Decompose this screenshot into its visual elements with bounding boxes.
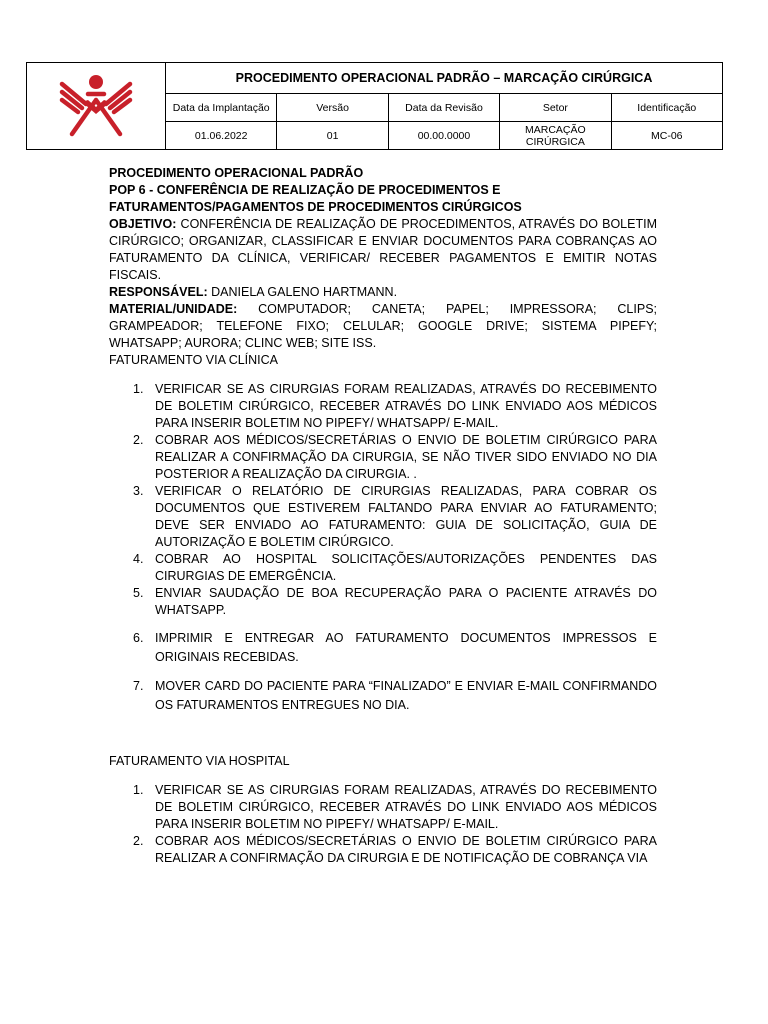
header-table: [26, 62, 723, 150]
section-heading: PROCEDIMENTO OPERACIONAL PADRÃO: [109, 166, 364, 180]
material-text: COMPUTADOR; CANETA; PAPEL; IMPRESSORA; CLIPS; GRAMPEADOR; TELEFONE FIXO; CELULAR; GOOGLE DRIVE; SISTEMA PIPEFY; WHATSAPP; AURORA; CLINC WEB; SITE ISS.: [109, 302, 657, 350]
objective-paragraph: [109, 216, 657, 284]
objective-label: OBJETIVO:: [109, 217, 177, 231]
label-sector: Setor: [500, 94, 611, 122]
material-paragraph: [109, 301, 657, 352]
logo-cell: [27, 63, 166, 150]
label-revision-date: Data da Revisão: [388, 94, 499, 122]
list-item: 7. MOVER CARD DO PACIENTE PARA “FINALIZADO” E ENVIAR E-MAIL CONFIRMANDO OS FATURAMENTOS ENTREGUES NO DIA.: [133, 679, 657, 712]
section-hospital-title: FATURAMENTO VIA HOSPITAL: [109, 754, 290, 768]
list-item: 5. ENVIAR SAUDAÇÃO DE BOA RECUPERAÇÃO PARA O PACIENTE ATRAVÉS DO WHATSAPP.: [133, 586, 657, 617]
list-item: 1. VERIFICAR SE AS CIRURGIAS FORAM REALIZADAS, ATRAVÉS DO RECEBIMENTO DE BOLETIM CIRÚRGICO, RECEBER ATRAVÉS DO LINK ENVIADO AOS MÉDICOS PARA INSERIR BOLETIM NO PIPEFY/ WHATSAPP/ E-MAIL.: [133, 382, 657, 430]
list-item: 1. VERIFICAR SE AS CIRURGIAS FORAM REALIZADAS, ATRAVÉS DO RECEBIMENTO DE BOLETIM CIRÚRGICO, RECEBER ATRAVÉS DO LINK ENVIADO AOS MÉDICOS PARA INSERIR BOLETIM NO PIPEFY/ WHATSAPP/ E-MAIL.: [133, 783, 657, 831]
document-title: PROCEDIMENTO OPERACIONAL PADRÃO – MARCAÇÃO CIRÚRGICA: [166, 63, 723, 94]
clinic-steps-list: [109, 381, 657, 715]
responsible-paragraph: [109, 284, 657, 301]
responsible-label: RESPONSÁVEL:: [109, 285, 208, 299]
label-implantation-date: Data da Implantação: [166, 94, 277, 122]
list-item: 2. COBRAR AOS MÉDICOS/SECRETÁRIAS O ENVIO DE BOLETIM CIRÚRGICO PARA REALIZAR A CONFIRMAÇÃO DA CIRURGIA E DE NOTIFICAÇÃO DE COBRANÇA VIA: [133, 834, 657, 865]
list-item: 4. COBRAR AO HOSPITAL SOLICITAÇÕES/AUTORIZAÇÕES PENDENTES DAS CIRURGIAS DE EMERGÊNCIA.: [133, 552, 657, 583]
value-version: 01: [277, 122, 388, 150]
label-identification: Identificação: [611, 94, 722, 122]
material-label: MATERIAL/UNIDADE:: [109, 302, 238, 316]
document-body: [109, 165, 657, 867]
list-item: 2. COBRAR AOS MÉDICOS/SECRETÁRIAS O ENVIO DE BOLETIM CIRÚRGICO PARA REALIZAR A CONFIRMAÇÃO DA CIRURGIA, SE NÃO TIVER SIDO ENVIADO NO DIA POSTERIOR A REALIZAÇÃO DA CIRURGIA. .: [133, 433, 657, 481]
pop-title: POP 6 - CONFERÊNCIA DE REALIZAÇÃO DE PROCEDIMENTOS E FATURAMENTOS/PAGAMENTOS DE PROCEDIMENTOS CIRÚRGICOS: [109, 183, 522, 214]
hospital-steps-list: [109, 782, 657, 867]
clinic-logo-icon: [48, 70, 144, 140]
value-sector: MARCAÇÃO CIRÚRGICA: [500, 122, 611, 150]
label-version: Versão: [277, 94, 388, 122]
list-item: 3. VERIFICAR O RELATÓRIO DE CIRURGIAS REALIZADAS, PARA COBRAR OS DOCUMENTOS QUE ESTIVEREM FALTANDO PARA ENVIAR AO FATURAMENTO; DEVE SER ENVIADO AO FATURAMENTO: GUIA DE SOLICITAÇÃO, GUIA DE AUTORIZAÇÃO E BOLETIM CIRÚRGICO.: [133, 484, 657, 549]
value-revision-date: 00.00.0000: [388, 122, 499, 150]
value-implantation-date: 01.06.2022: [166, 122, 277, 150]
section-clinic-title: FATURAMENTO VIA CLÍNICA: [109, 353, 279, 367]
objective-text: CONFERÊNCIA DE REALIZAÇÃO DE PROCEDIMENTOS, ATRAVÉS DO BOLETIM CIRÚRGICO; ORGANIZAR, CLASSIFICAR E ENVIAR DOCUMENTOS PARA COBRANÇAS AO FATURAMENTO DA CLÍNICA, VERIFICAR/ RECEBER PAGAMENTOS E EMITIR NOTAS FISCAIS.: [109, 217, 657, 282]
list-item: 6. IMPRIMIR E ENTREGAR AO FATURAMENTO DOCUMENTOS IMPRESSOS E ORIGINAIS RECEBIDAS.: [133, 631, 657, 664]
responsible-text: DANIELA GALENO HARTMANN.: [207, 285, 398, 299]
value-identification: MC-06: [611, 122, 722, 150]
